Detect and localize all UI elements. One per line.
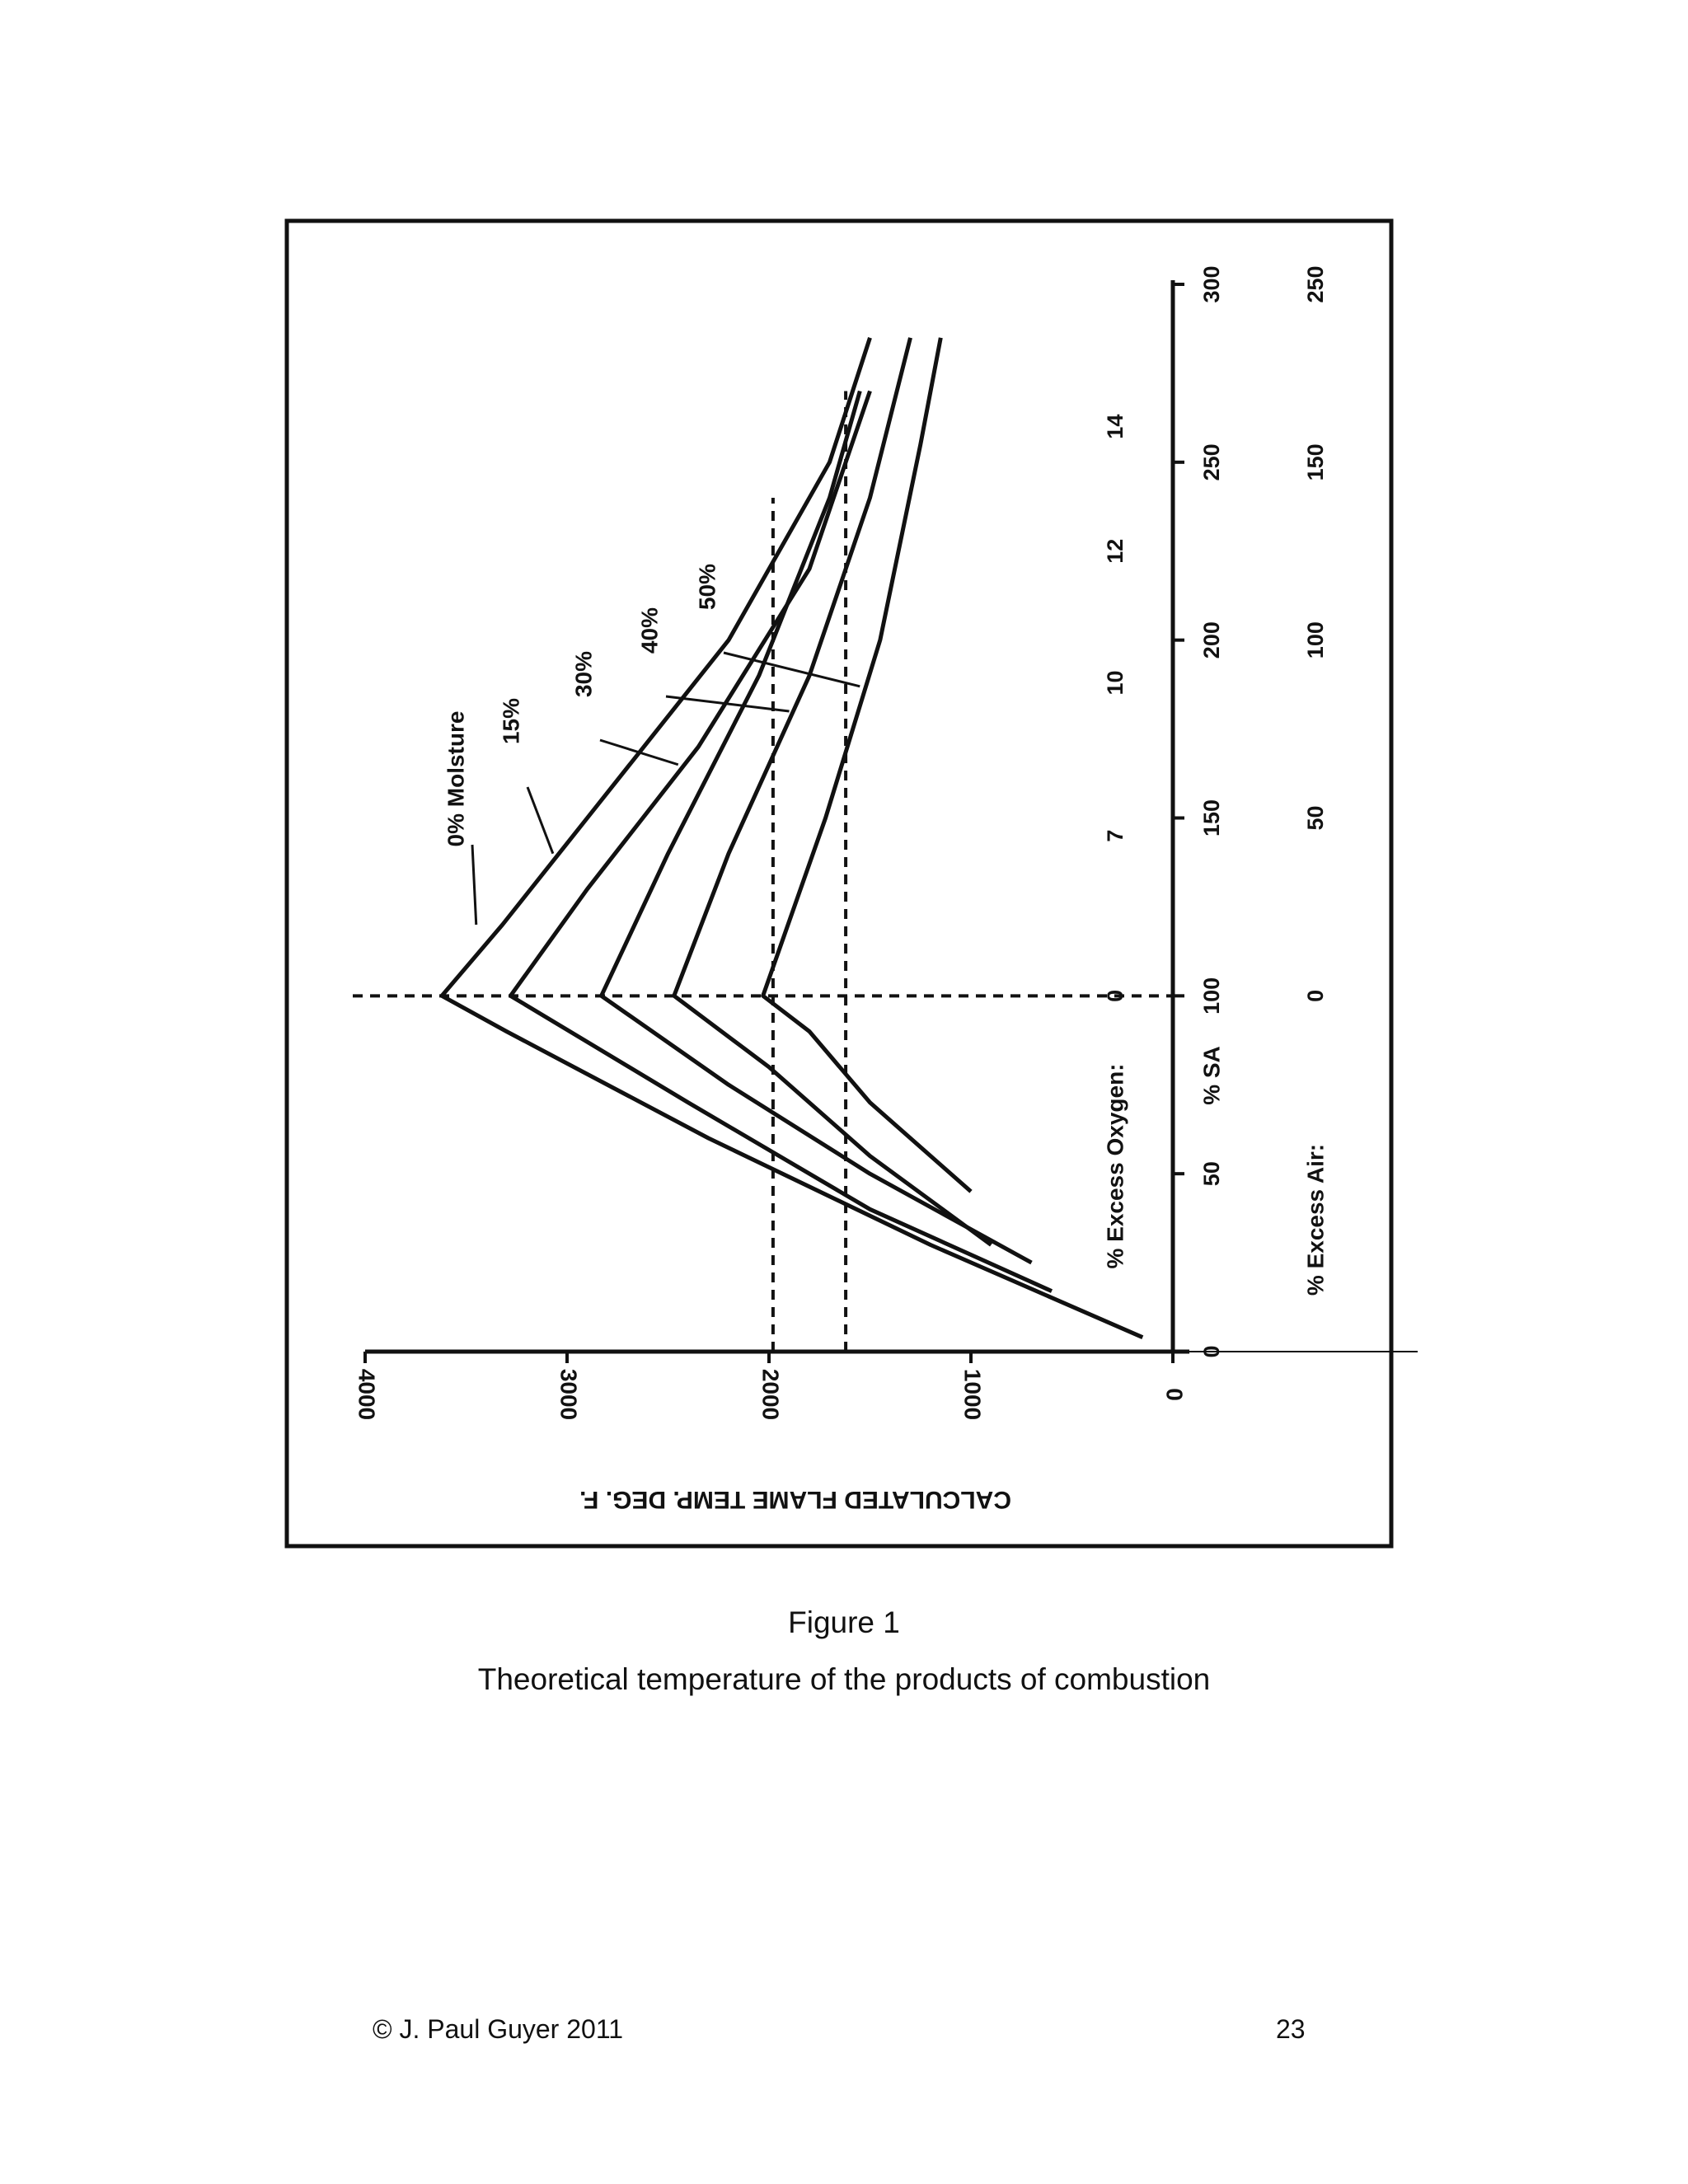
sa-tick-label-250: 250	[1199, 443, 1225, 481]
series-layer	[442, 338, 1142, 1338]
air-tick-label-150: 150	[1303, 443, 1329, 481]
series-leader-4	[724, 653, 860, 687]
series-leader-1	[528, 787, 553, 854]
sa-tick-label-0: 0	[1199, 1345, 1225, 1358]
copyright-footer: © J. Paul Guyer 2011	[373, 2014, 624, 2044]
series-label-1: 15%	[498, 697, 524, 745]
air-tick-label-0: 0	[1303, 989, 1329, 1002]
sa-tick-label-50: 50	[1199, 1161, 1225, 1187]
air-tick-label-250: 250	[1303, 265, 1329, 303]
air-tick-label-100: 100	[1303, 621, 1329, 659]
temperature-tick-label-3000: 3000	[556, 1368, 582, 1421]
series-label-3: 40%	[636, 607, 663, 654]
series-label-0: 0% Molsture	[443, 710, 469, 847]
series-line-2	[602, 391, 1032, 1263]
temperature-tick-label-1000: 1000	[959, 1368, 986, 1421]
series-leader-2	[600, 740, 678, 765]
sa-axis-label: % SA	[1198, 1046, 1225, 1105]
sa-tick-label-100: 100	[1199, 977, 1225, 1015]
oxygen-tick-label-14: 14	[1103, 414, 1128, 439]
temperature-axis-label: CALCULATED FLAME TEMP. DEG. F.	[579, 1486, 1011, 1514]
temperature-tick-label-4000: 4000	[354, 1368, 380, 1421]
air-axis-label: % Excess Air:	[1302, 1143, 1329, 1296]
oxygen-tick-label-0: 0	[1103, 989, 1128, 1002]
sa-tick-label-150: 150	[1199, 799, 1225, 837]
temperature-tick-label-0: 0	[1161, 1388, 1188, 1401]
series-label-4: 50%	[694, 563, 720, 611]
axes	[365, 280, 1418, 1363]
oxygen-tick-label-10: 10	[1103, 670, 1128, 696]
oxygen-tick-label-12: 12	[1103, 538, 1128, 564]
temperature-tick-label-2000: 2000	[757, 1368, 784, 1421]
oxygen-axis-label: % Excess Oxygen:	[1102, 1063, 1128, 1269]
sa-tick-label-300: 300	[1199, 265, 1225, 303]
oxygen-tick-label-7: 7	[1103, 829, 1128, 842]
figure-number: Figure 1	[788, 1605, 900, 1639]
reference-lines	[353, 391, 1173, 1352]
series-line-4	[763, 338, 971, 1192]
air-tick-label-50: 50	[1303, 805, 1329, 831]
chart-frame	[287, 221, 1391, 1546]
page-number: 23	[1276, 2014, 1306, 2044]
series-line-1	[510, 391, 1052, 1291]
sa-tick-label-200: 200	[1199, 621, 1225, 659]
series-label-2: 30%	[570, 650, 597, 698]
figure-title: Theoretical temperature of the products of combustion	[477, 1662, 1211, 1696]
series-leader-0	[472, 845, 476, 925]
